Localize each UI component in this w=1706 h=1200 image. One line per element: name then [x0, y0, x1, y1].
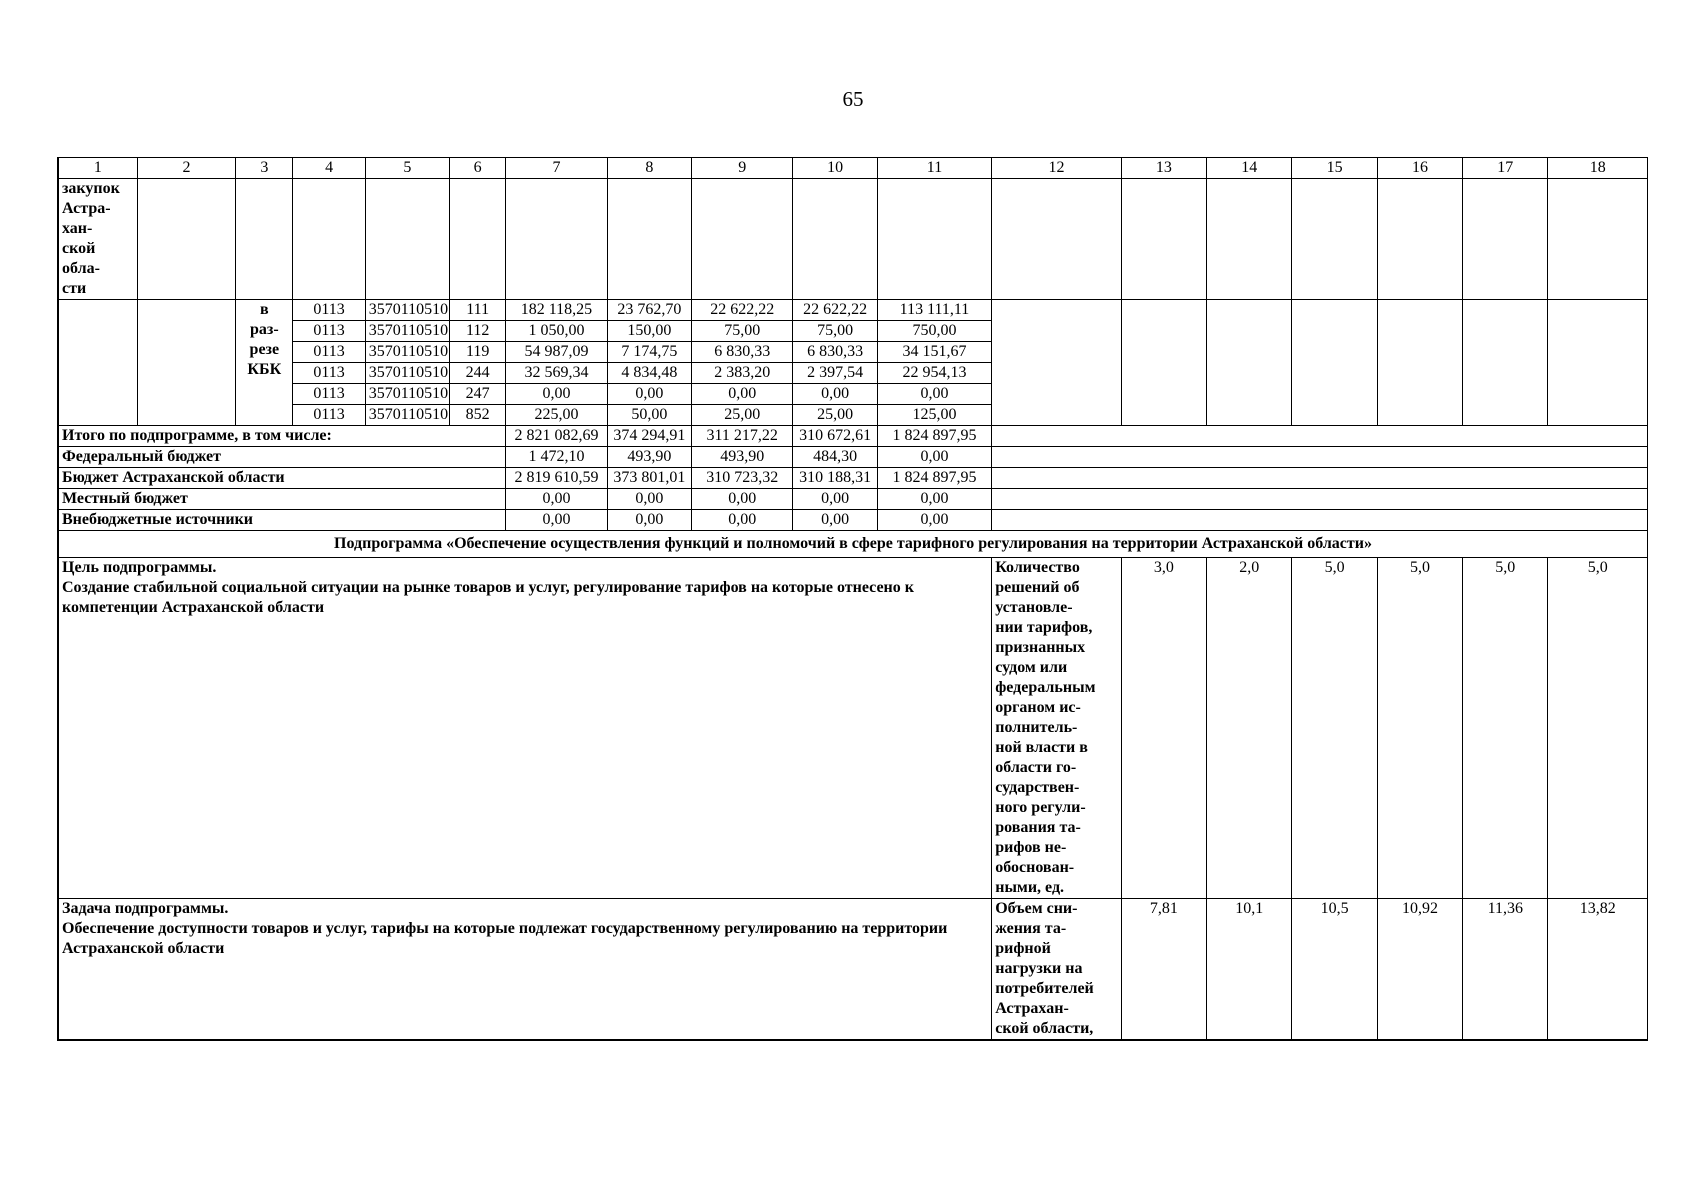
- total-label: Итого по подпрограмме, в том числе:: [58, 426, 506, 447]
- goal-value: 5,0: [1377, 558, 1462, 899]
- col-header: 14: [1207, 158, 1292, 179]
- total-label: Федеральный бюджет: [58, 447, 506, 468]
- total-value: 0,00: [692, 510, 793, 531]
- kbk-cell: 0113: [293, 384, 365, 405]
- subprogram-title: Подпрограмма «Обеспечение осуществления функций и полномочий в сфере тарифного регулирования на территории Астраханской области»: [58, 531, 1648, 558]
- kbk-cell: 32 569,34: [506, 363, 607, 384]
- task-value: 10,5: [1292, 899, 1377, 1041]
- goal-value: 5,0: [1292, 558, 1377, 899]
- continuation-cell: закупок Астра- хан- ской обла- сти: [58, 179, 137, 300]
- task-value: 7,81: [1121, 899, 1206, 1041]
- total-value: 1 824 897,95: [877, 426, 991, 447]
- kbk-cell: 3570110510: [365, 321, 449, 342]
- total-value: 0,00: [877, 489, 991, 510]
- col-header: 17: [1463, 158, 1548, 179]
- kbk-cell: 6 830,33: [793, 342, 877, 363]
- total-value: 0,00: [793, 489, 877, 510]
- goal-value: 3,0: [1121, 558, 1206, 899]
- col-header: 7: [506, 158, 607, 179]
- total-value: 493,90: [607, 447, 691, 468]
- task-value: 13,82: [1548, 899, 1648, 1041]
- goal-indicator: Количество решений об установле- нии тарифов, признанных судом или федеральным органом ис- полнитель- ной власти в области го- сударствен- ного регули- рования та- рифов не- обоснован- ными, ед.: [992, 558, 1122, 899]
- kbk-cell: 0,00: [793, 384, 877, 405]
- page-number: 65: [842, 87, 864, 111]
- total-value: 0,00: [607, 510, 691, 531]
- total-row: [58, 447, 1648, 468]
- total-label: Внебюджетные источники: [58, 510, 506, 531]
- task-value: 11,36: [1463, 899, 1548, 1041]
- col-header: 18: [1548, 158, 1648, 179]
- kbk-cell: 0,00: [877, 384, 991, 405]
- total-row: [58, 510, 1648, 531]
- task-value: 10,1: [1207, 899, 1292, 1041]
- kbk-cell: 0113: [293, 363, 365, 384]
- kbk-cell: 0113: [293, 300, 365, 321]
- kbk-cell: 112: [450, 321, 506, 342]
- kbk-cell: 1 050,00: [506, 321, 607, 342]
- total-value: 374 294,91: [607, 426, 691, 447]
- total-row: [58, 468, 1648, 489]
- total-value: 310 188,31: [793, 468, 877, 489]
- kbk-cell: 22 622,22: [793, 300, 877, 321]
- kbk-label: в раз- резе КБК: [236, 300, 293, 426]
- kbk-cell: 111: [450, 300, 506, 321]
- col-header: 11: [877, 158, 991, 179]
- kbk-cell: 23 762,70: [607, 300, 691, 321]
- total-value: 0,00: [877, 447, 991, 468]
- kbk-cell: 0113: [293, 342, 365, 363]
- col-header: 16: [1377, 158, 1462, 179]
- kbk-cell: 0113: [293, 321, 365, 342]
- task-heading: Задача подпрограммы.: [62, 900, 229, 917]
- continuation-row: [58, 179, 1648, 300]
- kbk-cell: 3570110510: [365, 363, 449, 384]
- total-value: 0,00: [877, 510, 991, 531]
- total-value: 0,00: [692, 489, 793, 510]
- goal-row: [58, 558, 1648, 899]
- kbk-cell: 113 111,11: [877, 300, 991, 321]
- kbk-cell: 852: [450, 405, 506, 426]
- kbk-cell: 2 397,54: [793, 363, 877, 384]
- kbk-cell: 182 118,25: [506, 300, 607, 321]
- col-header: 15: [1292, 158, 1377, 179]
- total-value: 493,90: [692, 447, 793, 468]
- column-number-row: [58, 158, 1648, 179]
- total-value: 0,00: [793, 510, 877, 531]
- goal-value: 5,0: [1463, 558, 1548, 899]
- kbk-cell: 0113: [293, 405, 365, 426]
- total-value: 373 801,01: [607, 468, 691, 489]
- kbk-cell: 2 383,20: [692, 363, 793, 384]
- col-header: 4: [293, 158, 365, 179]
- total-value: 2 821 082,69: [506, 426, 607, 447]
- kbk-cell: 119: [450, 342, 506, 363]
- kbk-cell: 3570110510: [365, 405, 449, 426]
- col-header: 1: [58, 158, 137, 179]
- total-value: 0,00: [506, 489, 607, 510]
- total-value: 310 723,32: [692, 468, 793, 489]
- total-value: 2 819 610,59: [506, 468, 607, 489]
- col-header: 12: [992, 158, 1122, 179]
- kbk-row: [58, 300, 1648, 321]
- kbk-cell: 3570110510: [365, 342, 449, 363]
- col-header: 9: [692, 158, 793, 179]
- kbk-cell: 0,00: [506, 384, 607, 405]
- kbk-cell: 750,00: [877, 321, 991, 342]
- goal-heading: Цель подпрограммы.: [62, 559, 217, 576]
- kbk-cell: 75,00: [793, 321, 877, 342]
- kbk-cell: 3570110510: [365, 300, 449, 321]
- task-cell: [58, 899, 992, 1041]
- col-header: 10: [793, 158, 877, 179]
- total-value: 484,30: [793, 447, 877, 468]
- kbk-cell: 22 954,13: [877, 363, 991, 384]
- total-label: Бюджет Астраханской области: [58, 468, 506, 489]
- subprogram-title-row: [58, 531, 1648, 558]
- kbk-cell: 3570110510: [365, 384, 449, 405]
- task-text: Обеспечение доступности товаров и услуг, тарифы на которые подлежат государственному регулированию на территории Астраханской области: [62, 920, 948, 957]
- kbk-cell: 75,00: [692, 321, 793, 342]
- task-value: 10,92: [1377, 899, 1462, 1041]
- total-label: Местный бюджет: [58, 489, 506, 510]
- total-row: [58, 489, 1648, 510]
- col-header: 13: [1121, 158, 1206, 179]
- budget-table: [57, 157, 1648, 1041]
- kbk-cell: 54 987,09: [506, 342, 607, 363]
- goal-cell: [58, 558, 992, 899]
- kbk-cell: 22 622,22: [692, 300, 793, 321]
- col-header: 2: [137, 158, 235, 179]
- goal-value: 5,0: [1548, 558, 1648, 899]
- kbk-cell: 7 174,75: [607, 342, 691, 363]
- total-value: 0,00: [607, 489, 691, 510]
- total-value: 1 472,10: [506, 447, 607, 468]
- kbk-cell: 34 151,67: [877, 342, 991, 363]
- kbk-cell: 50,00: [607, 405, 691, 426]
- total-value: 1 824 897,95: [877, 468, 991, 489]
- col-header: 5: [365, 158, 449, 179]
- task-row: [58, 899, 1648, 1041]
- kbk-cell: 4 834,48: [607, 363, 691, 384]
- col-header: 8: [607, 158, 691, 179]
- kbk-cell: 25,00: [793, 405, 877, 426]
- kbk-cell: 0,00: [607, 384, 691, 405]
- total-value: 0,00: [506, 510, 607, 531]
- kbk-cell: 150,00: [607, 321, 691, 342]
- task-indicator: Объем сни- жения та- рифной нагрузки на потребителей Астрахан- ской области,: [992, 899, 1122, 1041]
- total-value: 311 217,22: [692, 426, 793, 447]
- total-value: 310 672,61: [793, 426, 877, 447]
- kbk-cell: 125,00: [877, 405, 991, 426]
- col-header: 6: [450, 158, 506, 179]
- kbk-cell: 6 830,33: [692, 342, 793, 363]
- kbk-cell: 0,00: [692, 384, 793, 405]
- goal-text: Создание стабильной социальной ситуации на рынке товаров и услуг, регулирование тарифов на которые отнесено к компетенции Астраханской области: [62, 579, 914, 616]
- total-row: [58, 426, 1648, 447]
- kbk-cell: 244: [450, 363, 506, 384]
- kbk-cell: 25,00: [692, 405, 793, 426]
- goal-value: 2,0: [1207, 558, 1292, 899]
- col-header: 3: [236, 158, 293, 179]
- kbk-cell: 225,00: [506, 405, 607, 426]
- kbk-cell: 247: [450, 384, 506, 405]
